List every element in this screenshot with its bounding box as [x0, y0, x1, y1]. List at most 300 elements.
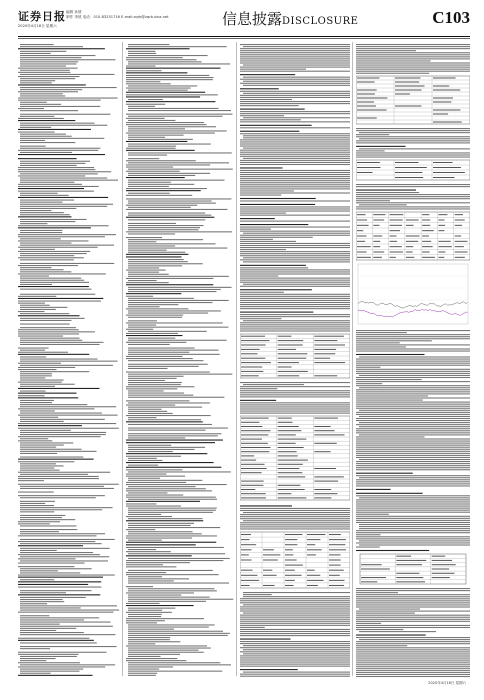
text-line: [356, 346, 406, 347]
text-line: [126, 506, 181, 507]
table-cell-text: [373, 257, 382, 258]
text-line: [20, 55, 95, 56]
text-line: [128, 225, 204, 226]
text-line: [240, 382, 350, 383]
table-cell-text: [373, 236, 382, 237]
text-line: [240, 176, 350, 177]
table-cell-text: [357, 102, 374, 103]
table-cell-text: [422, 230, 434, 231]
text-line: [243, 46, 350, 47]
text-line: [128, 413, 173, 414]
text-line: [18, 594, 100, 595]
text-line: [240, 404, 350, 405]
text-line: [128, 169, 233, 170]
text-line: [128, 380, 165, 381]
text-line: [240, 524, 350, 525]
text-line: [240, 300, 350, 301]
table-cell-text: [278, 345, 303, 346]
text-line: [240, 600, 350, 601]
table-cell-text: [307, 580, 324, 581]
text-line: [20, 338, 80, 339]
table-cell-text: [314, 375, 337, 376]
text-line: [20, 430, 71, 431]
text-line: [356, 475, 470, 476]
text-line: [128, 120, 175, 121]
table-cell-text: [307, 544, 315, 545]
text-line: [356, 142, 470, 143]
text-line: [126, 284, 213, 285]
text-line: [240, 294, 350, 295]
text-line: [128, 514, 161, 515]
text-line: [128, 671, 222, 672]
text-line: [240, 316, 350, 317]
text-line: [20, 324, 70, 325]
table-cell-text: [314, 481, 338, 482]
text-line: [356, 130, 470, 131]
column-divider: [352, 42, 353, 676]
table-cell-text: [314, 489, 331, 490]
text-line: [126, 118, 165, 119]
text-line: [240, 280, 350, 281]
text-line: [18, 423, 116, 424]
text-line: [20, 178, 107, 179]
table-cell-text: [357, 220, 367, 221]
table-cell-text: [455, 220, 465, 221]
text-line: [359, 497, 470, 498]
table-cell-text: [406, 257, 414, 258]
text-line: [356, 202, 470, 203]
text-line: [240, 598, 350, 599]
text-line: [128, 152, 232, 153]
text-line: [356, 449, 470, 450]
text-line: [126, 282, 169, 283]
text-line: [356, 590, 470, 591]
table-cell-text: [329, 580, 345, 581]
table-cell-text: [314, 336, 344, 337]
text-line: [128, 344, 170, 345]
text-line: [20, 123, 95, 124]
text-line: [18, 273, 106, 274]
text-line: [128, 155, 167, 156]
table-cell-text: [357, 162, 380, 163]
text-line: [240, 113, 350, 114]
text-line: [128, 508, 217, 509]
text-line: [20, 384, 75, 385]
text-line: [128, 243, 216, 244]
text-line: [128, 287, 232, 288]
text-line: [128, 265, 182, 266]
table-cell-text: [329, 565, 341, 566]
text-line: [126, 57, 183, 58]
table-cell-text: [373, 252, 384, 253]
text-line: [356, 522, 470, 523]
table-cell-text: [314, 340, 337, 341]
table-cell-text: [396, 564, 422, 565]
text-line: [240, 239, 273, 240]
text-line: [18, 492, 54, 493]
text-line: [128, 158, 159, 159]
text-line: [126, 503, 157, 504]
text-line: [128, 139, 193, 140]
text-line: [18, 132, 55, 133]
text-line: [356, 530, 470, 531]
text-line: [18, 478, 99, 479]
table-cell-text: [438, 252, 445, 253]
text-line: [20, 182, 74, 183]
text-line: [20, 208, 76, 209]
text-line: [18, 581, 101, 582]
text-line: [126, 322, 223, 323]
text-line: [240, 162, 350, 163]
text-line: [240, 131, 299, 132]
text-line: [18, 675, 93, 676]
text-line: [126, 231, 232, 232]
text-line: [126, 405, 175, 406]
text-line: [126, 79, 213, 80]
text-line: [356, 184, 470, 185]
text-line: [356, 651, 470, 652]
text-line: [18, 120, 75, 121]
table-cell-text: [455, 246, 464, 247]
text-line: [356, 62, 470, 63]
text-line: [240, 58, 350, 59]
text-line: [240, 71, 350, 72]
text-line: [20, 533, 105, 534]
text-line: [356, 660, 470, 661]
table-cell-text: [329, 560, 341, 561]
text-line: [126, 603, 160, 604]
text-line: [128, 215, 211, 216]
text-line: [356, 483, 470, 484]
text-line: [356, 58, 470, 59]
text-line: [356, 332, 407, 333]
text-line: [126, 467, 221, 468]
text-line: [240, 83, 350, 84]
text-line: [356, 414, 470, 415]
table-cell-text: [455, 214, 463, 215]
table-cell-text: [433, 102, 451, 103]
text-line: [126, 237, 162, 238]
table-cell-text: [278, 375, 300, 376]
editor-line: 编辑 孙倩: [66, 10, 82, 14]
table-cell-text: [241, 493, 266, 494]
text-line: [128, 393, 184, 394]
text-line: [126, 114, 232, 115]
text-line: [356, 371, 470, 372]
text-line: [20, 453, 57, 454]
text-line: [240, 282, 350, 283]
text-line: [240, 241, 296, 242]
text-line: [18, 129, 91, 130]
table-cell-text: [241, 544, 256, 545]
text-line: [20, 660, 46, 661]
text-line: [240, 324, 350, 325]
text-line: [20, 648, 50, 649]
text-line: [128, 331, 207, 332]
text-line: [18, 363, 61, 364]
text-line: [240, 97, 350, 98]
text-line: [240, 229, 271, 230]
text-line: [20, 400, 54, 401]
text-line: [20, 463, 56, 464]
text-line: [20, 204, 113, 205]
text-line: [240, 286, 350, 287]
text-line: [240, 235, 350, 236]
text-line: [243, 77, 350, 78]
text-line: [20, 214, 70, 215]
table-cell-text: [357, 252, 367, 253]
table-cell-text: [278, 422, 293, 423]
text-line: [240, 67, 350, 68]
text-line: [18, 251, 90, 252]
table-cell-text: [241, 375, 259, 376]
text-line: [128, 639, 170, 640]
text-line: [128, 518, 203, 519]
text-line: [126, 516, 172, 517]
table-cell-text: [278, 455, 298, 456]
text-line: [126, 484, 227, 485]
text-line: [356, 670, 470, 671]
text-line: [128, 664, 231, 665]
table-cell-text: [241, 418, 269, 419]
text-line: [20, 253, 87, 254]
text-line: [240, 390, 350, 391]
table-cell-text: [422, 236, 429, 237]
text-line: [128, 116, 222, 117]
text-line: [356, 334, 470, 335]
text-line: [240, 52, 350, 53]
text-line: [128, 175, 195, 176]
text-line: [356, 481, 470, 482]
text-line: [20, 375, 52, 376]
text-line: [20, 284, 52, 285]
text-line: [126, 190, 201, 191]
text-line: [128, 135, 184, 136]
text-line: [20, 148, 100, 149]
text-line: [128, 616, 161, 617]
text-line: [128, 648, 211, 649]
text-line: [20, 110, 78, 111]
text-line: [126, 177, 185, 178]
text-line: [240, 91, 350, 92]
text-line: [20, 438, 48, 439]
text-line: [356, 69, 470, 70]
text-line: [356, 606, 470, 607]
table-cell-text: [396, 573, 419, 574]
table-cell-text: [241, 580, 259, 581]
text-line: [356, 508, 470, 509]
fund-listing-column-2: [126, 42, 234, 678]
table-cell-text: [357, 78, 379, 79]
text-line: [359, 528, 470, 529]
fine-print-text-block: [18, 42, 120, 678]
text-line: [356, 208, 470, 209]
text-line: [356, 674, 470, 675]
text-line: [126, 612, 172, 613]
table-cell-text: [278, 418, 292, 419]
text-line: [359, 639, 470, 640]
table-cell-text: [433, 114, 448, 115]
text-line: [356, 668, 470, 669]
text-line: [126, 308, 188, 309]
text-line: [128, 203, 216, 204]
text-line: [126, 542, 216, 543]
text-line: [128, 245, 175, 246]
text-line: [128, 274, 169, 275]
table-cell-text: [406, 241, 418, 242]
table-cell-text: [438, 214, 447, 215]
text-line: [128, 576, 162, 577]
text-line: [356, 338, 470, 339]
table-cell-text: [395, 177, 423, 178]
text-line: [128, 289, 221, 290]
text-line: [20, 152, 72, 153]
text-line: [243, 320, 350, 321]
text-line: [18, 247, 98, 248]
text-line: [356, 451, 470, 452]
text-line: [240, 245, 350, 246]
text-line: [356, 383, 382, 384]
text-line: [18, 188, 84, 189]
text-line: [128, 376, 184, 377]
table-cell-text: [329, 539, 346, 540]
table-cell-text: [307, 554, 316, 555]
text-line: [20, 497, 96, 498]
text-line: [20, 320, 71, 321]
text-line: [356, 600, 470, 601]
text-line: [20, 146, 46, 147]
text-line: [20, 140, 45, 141]
text-line: [128, 350, 219, 351]
text-line: [243, 512, 350, 513]
text-line: [356, 538, 470, 539]
text-line: [243, 649, 350, 650]
text-line: [126, 83, 171, 84]
text-line: [359, 459, 470, 460]
text-line: [128, 578, 189, 579]
text-line: [20, 615, 49, 616]
table-cell-text: [241, 575, 257, 576]
text-line: [359, 138, 470, 139]
text-line: [243, 257, 350, 258]
text-line: [20, 628, 76, 629]
table-cell-text: [396, 581, 425, 582]
table-cell-text: [357, 241, 365, 242]
text-line: [356, 351, 470, 352]
text-line: [20, 410, 55, 411]
text-line: [20, 601, 64, 602]
table-cell-text: [314, 468, 336, 469]
text-line: [20, 173, 98, 174]
text-line: [240, 394, 350, 395]
text-line: [18, 91, 78, 92]
text-line: [20, 127, 51, 128]
text-line: [356, 463, 470, 464]
table-cell-text: [241, 358, 265, 359]
text-line: [240, 522, 350, 523]
text-line: [128, 409, 162, 410]
text-line: [356, 506, 470, 507]
text-line: [128, 90, 188, 91]
text-line: [20, 309, 56, 310]
section-title-cn: 信息披露: [222, 10, 283, 28]
table-cell-text: [357, 172, 373, 173]
text-line: [128, 637, 170, 638]
table-cell-text: [357, 90, 377, 91]
text-line: [243, 148, 350, 149]
text-line: [356, 391, 470, 392]
text-line: [20, 624, 60, 625]
text-line: [128, 137, 165, 138]
text-line: [240, 215, 350, 216]
text-line: [126, 562, 190, 563]
table-cell-text: [241, 534, 251, 535]
text-line: [240, 164, 350, 165]
text-line: [128, 525, 191, 526]
text-line: [126, 482, 186, 483]
text-line: [126, 474, 166, 475]
text-line: [128, 44, 169, 45]
text-line: [20, 276, 49, 277]
text-line: [356, 150, 385, 151]
text-line: [359, 426, 470, 427]
text-line: [18, 495, 105, 496]
text-line: [126, 574, 219, 575]
text-line: [356, 389, 470, 390]
text-line: [128, 631, 223, 632]
text-line: [126, 256, 182, 257]
table-cell-text: [314, 358, 330, 359]
text-line: [126, 68, 220, 69]
table-cell-text: [241, 497, 266, 498]
table-cell-text: [241, 451, 269, 452]
text-line: [20, 486, 104, 487]
text-line: [20, 193, 58, 194]
text-line: [20, 74, 114, 75]
table-cell-text: [395, 90, 422, 91]
text-line: [128, 662, 220, 663]
text-line: [240, 167, 282, 168]
text-line: [20, 529, 77, 530]
text-line: [356, 397, 470, 398]
text-line: [128, 407, 202, 408]
text-line: [359, 477, 470, 478]
text-line: [356, 186, 470, 187]
table-cell-text: [241, 447, 271, 448]
table-cell-text: [357, 236, 367, 237]
table-cell-text: [241, 460, 256, 461]
table-cell-text: [278, 358, 307, 359]
table-cell-text: [285, 580, 295, 581]
text-line: [20, 610, 119, 611]
text-line: [126, 81, 160, 82]
section-title-en: DISCLOSURE: [282, 16, 359, 27]
text-line: [18, 216, 71, 217]
text-line: [20, 89, 82, 90]
text-line: [126, 270, 166, 271]
text-line: [240, 528, 350, 529]
text-line: [20, 44, 54, 45]
text-line: [243, 613, 350, 614]
text-line: [240, 186, 350, 187]
text-line: [240, 615, 350, 616]
text-line: [20, 570, 58, 571]
text-line: [128, 252, 185, 253]
table-cell-text: [395, 106, 421, 107]
table-cell-text: [278, 464, 303, 465]
text-line: [18, 227, 91, 228]
text-line: [20, 673, 51, 674]
